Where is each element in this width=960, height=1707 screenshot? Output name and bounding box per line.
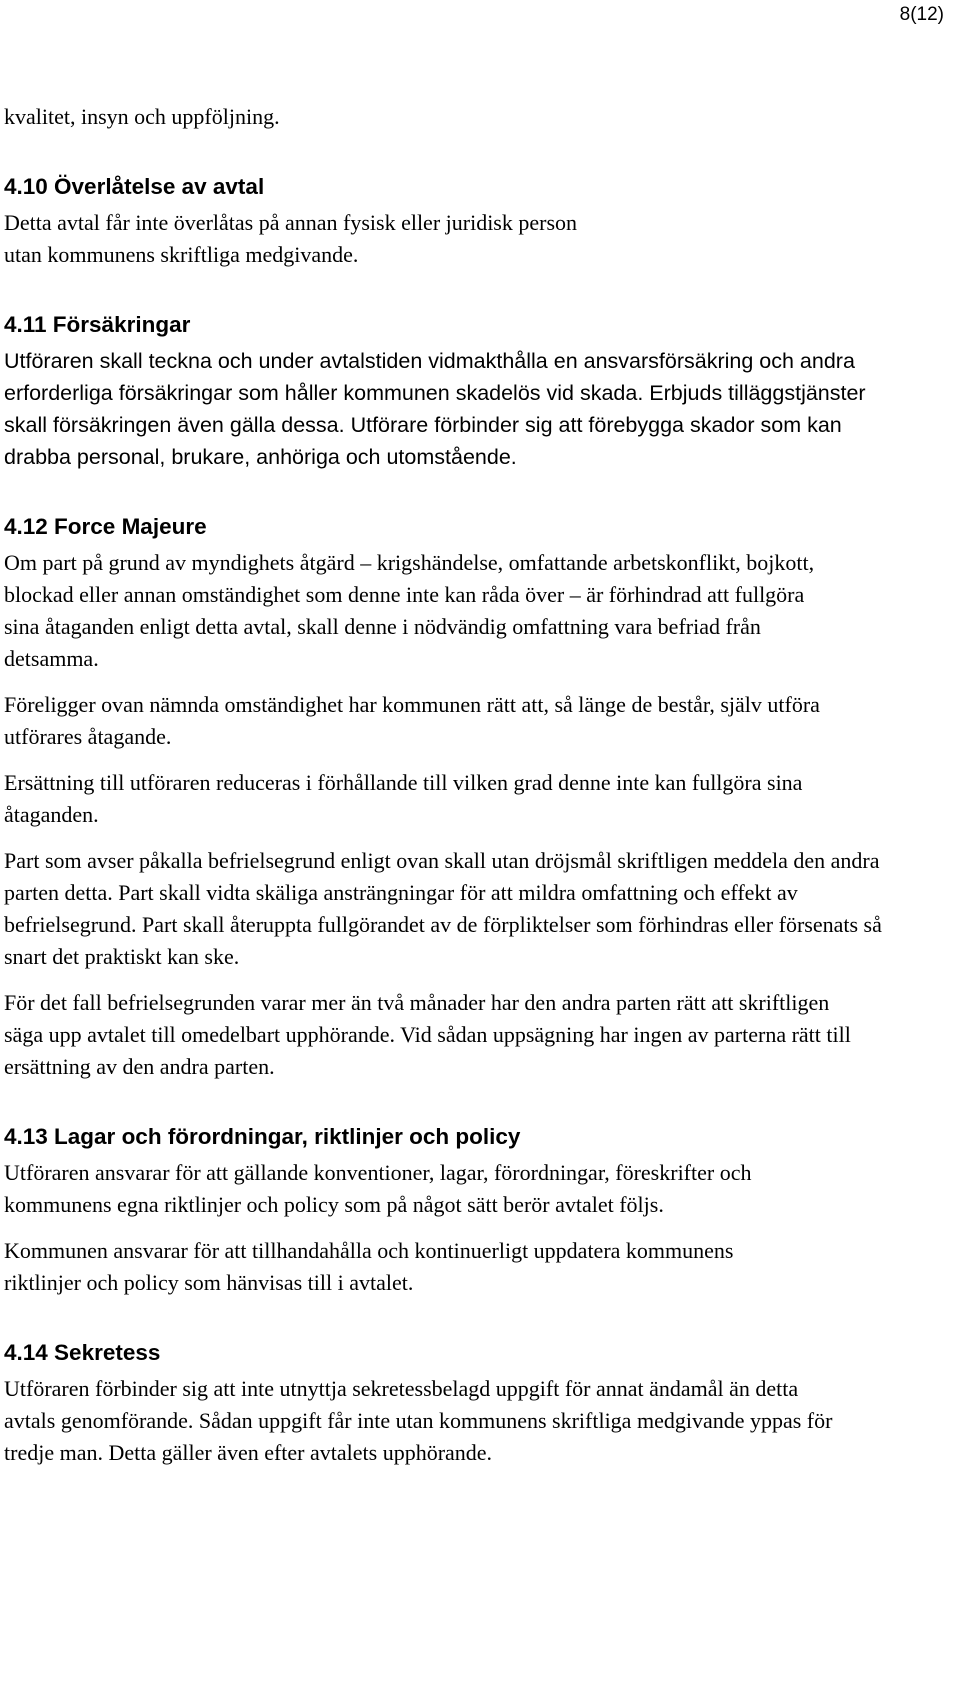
section-paragraph: Utföraren ansvarar för att gällande konventioner, lagar, förordningar, föreskrifter och kommunens egna riktlinjer och policy som på något sätt berör avtalet följs. xyxy=(4,1160,752,1217)
section-4-11 xyxy=(4,309,944,473)
section-heading: 4.13 Lagar och förordningar, riktlinjer och policy xyxy=(4,1124,521,1149)
section-4-14 xyxy=(4,1337,944,1469)
section-paragraph: Ersättning till utföraren reduceras i förhållande till vilken grad denne inte kan fullgöra sina åtaganden. xyxy=(4,770,803,827)
document-body xyxy=(4,101,944,1469)
section-heading: 4.10 Överlåtelse av avtal xyxy=(4,174,265,199)
section-paragraph: Föreligger ovan nämnda omständighet har kommunen rätt att, så länge de består, själv utföra utförares åtagande. xyxy=(4,692,820,749)
section-paragraph: Om part på grund av myndighets åtgärd – krigshändelse, omfattande arbetskonflikt, bojkott, blockad eller annan omständighet som denne inte kan råda över – är förhindrad att fullgöra sina åtaganden enligt detta avtal, skall denne i nödvändig omfattning vara befriad från detsamma. xyxy=(4,550,815,671)
section-paragraph: Utföraren skall teckna och under avtalstiden vidmakthålla en ansvarsförsäkring och andra erforderliga försäkringar som håller kommunen skadelös vid skada. Erbjuds tilläggstjänster skall försäkringen även gälla dessa. Utförare förbinder sig att förebygga skador som kan drabba personal, brukare, anhöriga och utomstående. xyxy=(4,349,866,469)
section-paragraph: För det fall befrielsegrunden varar mer än två månader har den andra parten rätt att skriftligen säga upp avtalet till omedelbart upphörande. Vid sådan uppsägning har ingen av parterna rätt till ersättning av den andra parten. xyxy=(4,990,851,1079)
section-heading: 4.12 Force Majeure xyxy=(4,514,207,539)
section-paragraph: Utföraren förbinder sig att inte utnyttja sekretessbelagd uppgift för annat ändamål än detta avtals genomförande. Sådan uppgift får inte utan kommunens skriftliga medgivande yppas för tredje man. Detta gäller även efter avtalets upphörande. xyxy=(4,1376,833,1465)
section-heading: 4.11 Försäkringar xyxy=(4,312,191,337)
intro-paragraph: kvalitet, insyn och uppföljning. xyxy=(4,104,280,129)
section-paragraph: Kommunen ansvarar för att tillhandahålla och kontinuerligt uppdatera kommunens riktlinjer och policy som hänvisas till i avtalet. xyxy=(4,1238,734,1295)
section-paragraph: Part som avser påkalla befrielsegrund enligt ovan skall utan dröjsmål skriftligen meddela den andra parten detta. Part skall vidta skäliga ansträngningar för att mildra omfattning och effekt av befrielsegrund. Part skall återuppta fullgörandet av de förpliktelser som förhindras eller försenats så snart det praktiskt kan ske. xyxy=(4,848,882,969)
section-4-10 xyxy=(4,171,944,271)
page-number: 8(12) xyxy=(899,4,944,25)
section-paragraph: Detta avtal får inte överlåtas på annan fysisk eller juridisk person utan kommunens skriftliga medgivande. xyxy=(4,210,578,267)
section-4-13 xyxy=(4,1121,944,1299)
section-heading: 4.14 Sekretess xyxy=(4,1340,161,1365)
section-4-12 xyxy=(4,511,944,1083)
